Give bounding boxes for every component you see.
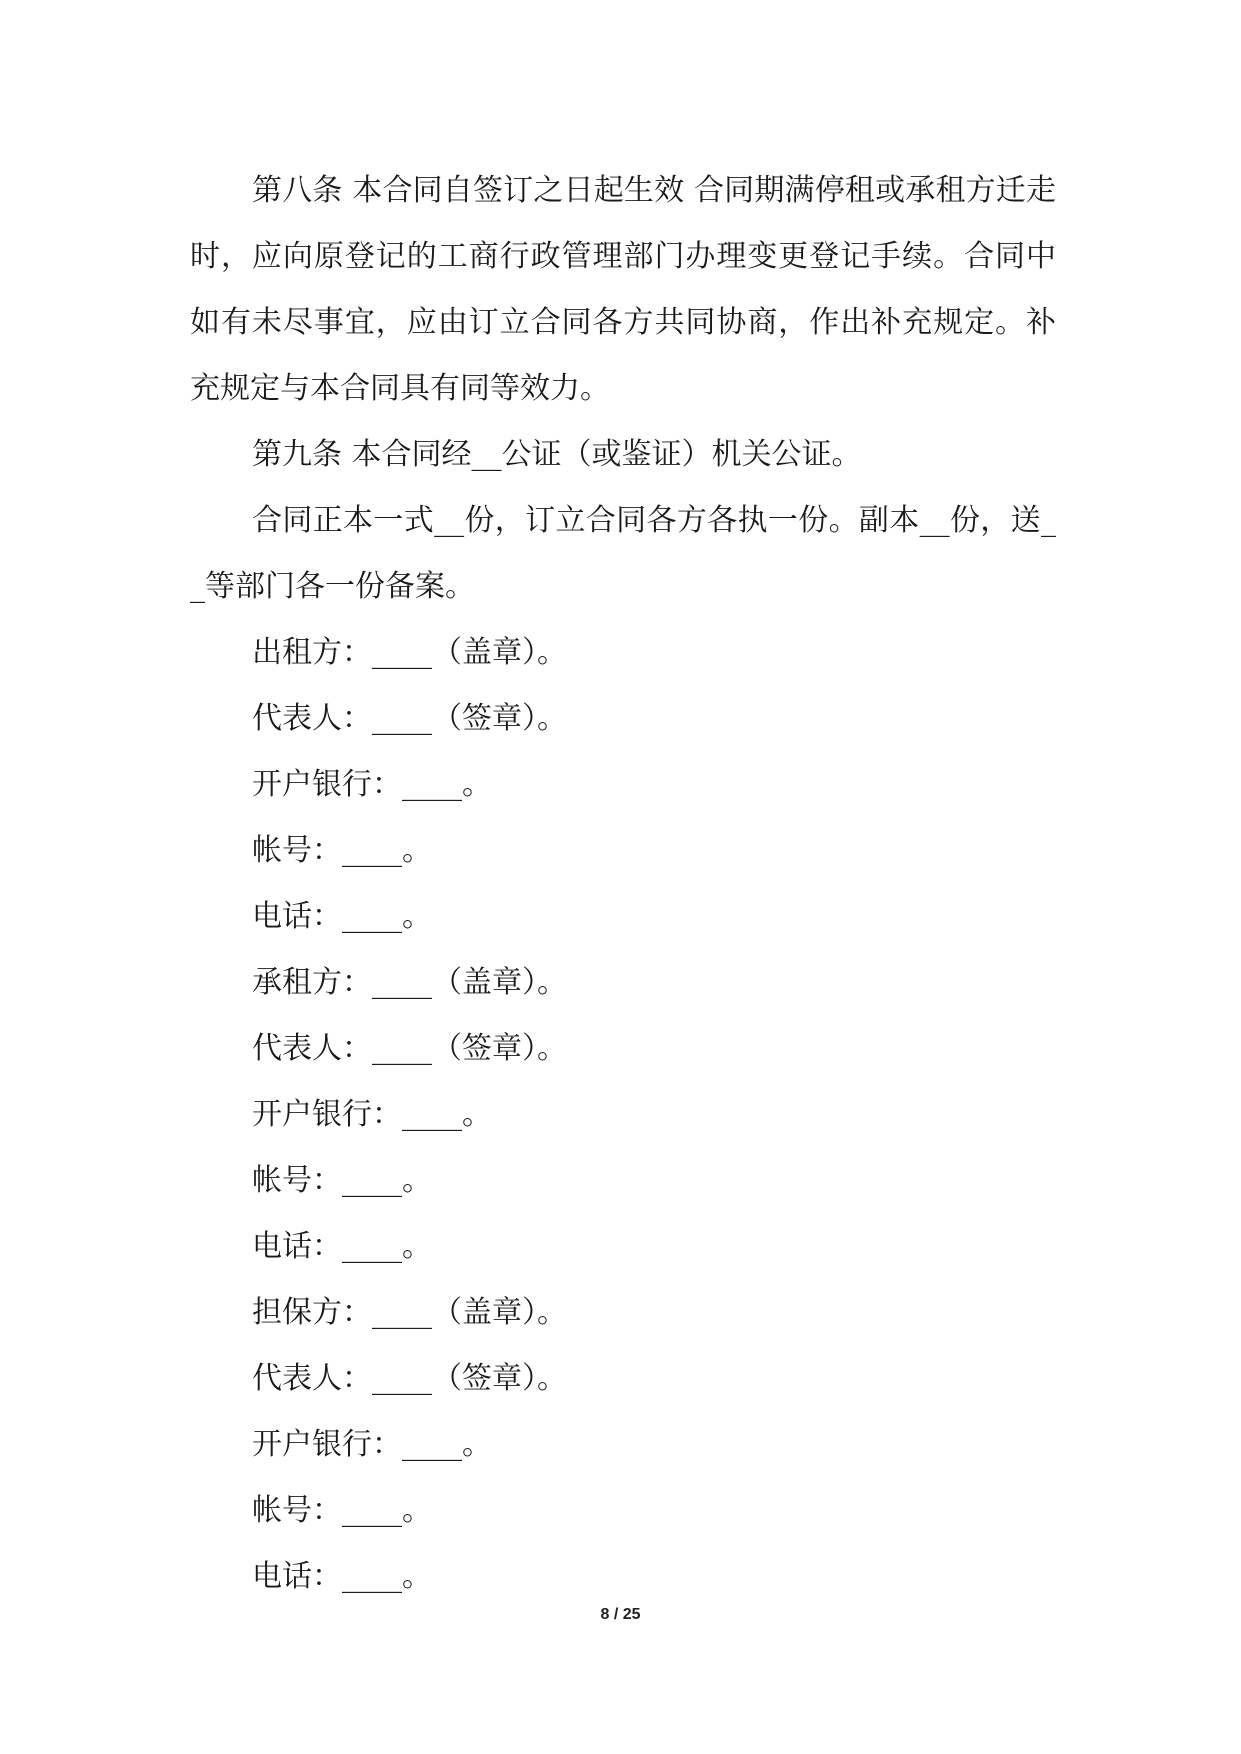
copies-paragraph: 合同正本一式__份，订立合同各方各执一份。副本__份，送__等部门各一份备案。 [190,503,1056,604]
lessee-phone-line: 电话：____。 [252,1229,432,1264]
lessor-account-line: 帐号：____。 [252,833,432,868]
article-9-paragraph: 第九条 本合同经__公证（或鉴证）机关公证。 [252,437,862,472]
guarantor-signature-line: 担保方：____（盖章）。 [252,1295,567,1330]
guarantor-bank-line: 开户银行：____。 [252,1427,492,1462]
lessor-phone-line: 电话：____。 [252,899,432,934]
lessor-bank-line: 开户银行：____。 [252,767,492,802]
article-8-paragraph: 第八条 本合同自签订之日起生效 合同期满停租或承租方迁走时，应向原登记的工商行政管理部门办理变更登记手续。合同中如有未尽事宜，应由订立合同各方共同协商，作出补充规定。补充规定与本合同具有同等效力。 [190,173,1056,406]
lessor-representative-line: 代表人：____（签章）。 [252,701,567,736]
lessee-bank-line: 开户银行：____。 [252,1097,492,1132]
lessee-representative-line: 代表人：____（签章）。 [252,1031,567,1066]
guarantor-account-line: 帐号：____。 [252,1493,432,1528]
lessee-account-line: 帐号：____。 [252,1163,432,1198]
page-number: 8 / 25 [600,1606,641,1623]
guarantor-phone-line: 电话：____。 [252,1559,432,1594]
guarantor-representative-line: 代表人：____（签章）。 [252,1361,567,1396]
lessee-signature-line: 承租方：____（盖章）。 [252,965,567,1000]
document-body [190,158,1056,1610]
lessor-signature-line: 出租方：____（盖章）。 [252,635,567,670]
